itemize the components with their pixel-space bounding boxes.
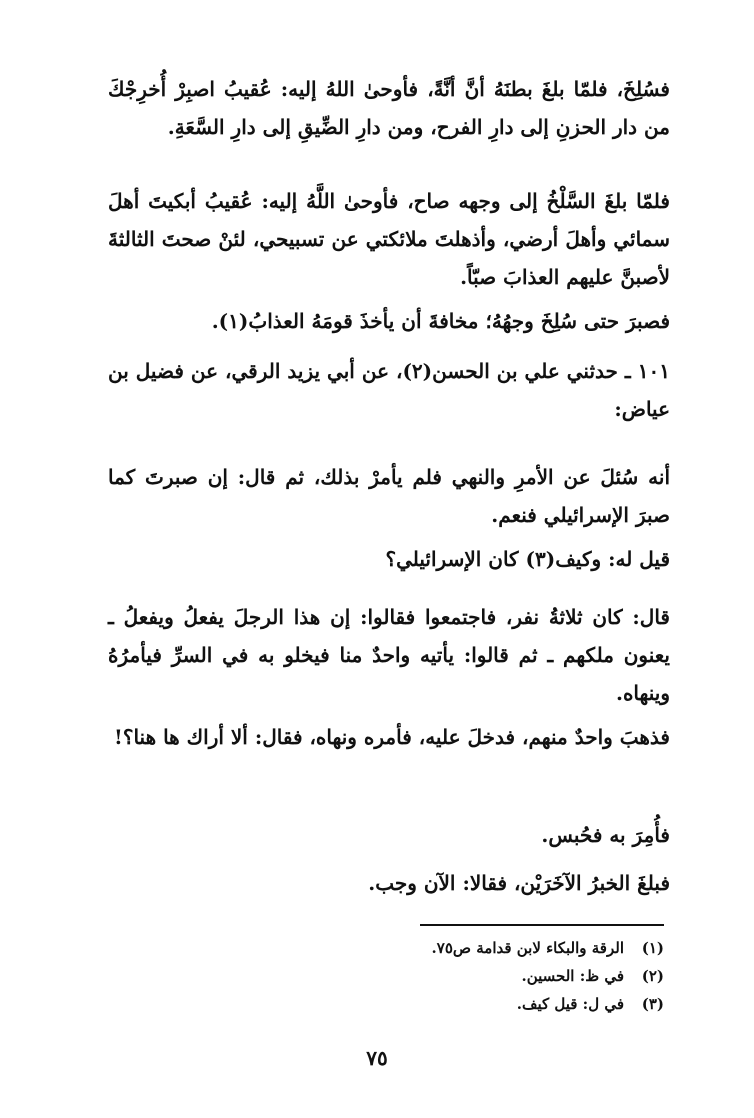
paragraph-3: فصبرَ حتى سُلِخَ وجهُهُ؛ مخافةَ أن يأخذَ قومَهُ العذابُ(١). (211, 309, 670, 333)
footnote-2-text: في ظ: الحسين. (521, 967, 624, 985)
footnote-2 (0, 966, 754, 986)
page-number: ٧٥ (366, 1046, 388, 1070)
paragraph-5: أنه سُئلَ عن الأمرِ والنهي فلم يأمرْ بذلك، ثم قال: إن صبرتَ كما صبرَ الإسرائيلي فنعم. (108, 465, 670, 527)
paragraph-10: فبلغَ الخبرُ الآخَرَيْن، فقالا: الآن وجب. (368, 871, 670, 895)
paragraph-7: قال: كان ثلاثةُ نفر، فاجتمعوا فقالوا: إن هذا الرجلَ يفعلُ ويفعلُ ـ يعنون ملكهم ـ ثم قالوا: يأتيه واحدٌ منا فيخلو به في السرِّ فيأمرُهُ وينهاه. (108, 605, 670, 705)
paragraph-2: فلمّا بلغَ السَّلْخُ إلى وجهه صاح، فأوحىٰ اللَّهُ إليه: عُقيبُ أبكيتَ أهلَ سمائي وأهلَ أرضي، وأذهلتَ ملائكتي عن تسبيحي، لئنْ صحتَ الثالثةَ لأصبنَّ عليهم العذابَ صبّاً. (108, 189, 670, 289)
footnote-1 (0, 938, 754, 958)
footnote-2-number: (٢) (641, 967, 664, 985)
paragraph-6: قيل له: وكيف(٣) كان الإسرائيلي؟ (385, 547, 670, 571)
paragraph-9: فأُمِرَ به فحُبس. (541, 823, 670, 847)
footnote-1-text: الرقة والبكاء لابن قدامة ص٧٥. (431, 939, 624, 957)
footnote-1-number: (١) (641, 939, 664, 957)
paragraph-8: فذهبَ واحدٌ منهم، فدخلَ عليه، فأمره ونهاه، فقال: ألا أراك ها هنا؟! (114, 725, 670, 749)
footnote-divider (420, 924, 664, 926)
paragraph-1: فسُلِخَ، فلمّا بلغَ بطنَهُ أنَّ أنَّةً، فأوحىٰ اللهُ إليه: عُقيبُ اصبِرْ أُخرِجْكَ من دار الحزنِ إلى دارِ الفرح، ومن دارِ الضِّيقِ إلى دارِ السَّعَةِ. (108, 77, 670, 139)
footnote-3-text: في ل: قيل كيف. (516, 995, 624, 1013)
paragraph-4-hadith-101: ١٠١ ـ حدثني علي بن الحسن(٢)، عن أبي يزيد الرقي، عن فضيل بن عياض: (108, 359, 670, 421)
footnote-3 (0, 994, 754, 1014)
footnote-3-number: (٣) (641, 995, 664, 1013)
